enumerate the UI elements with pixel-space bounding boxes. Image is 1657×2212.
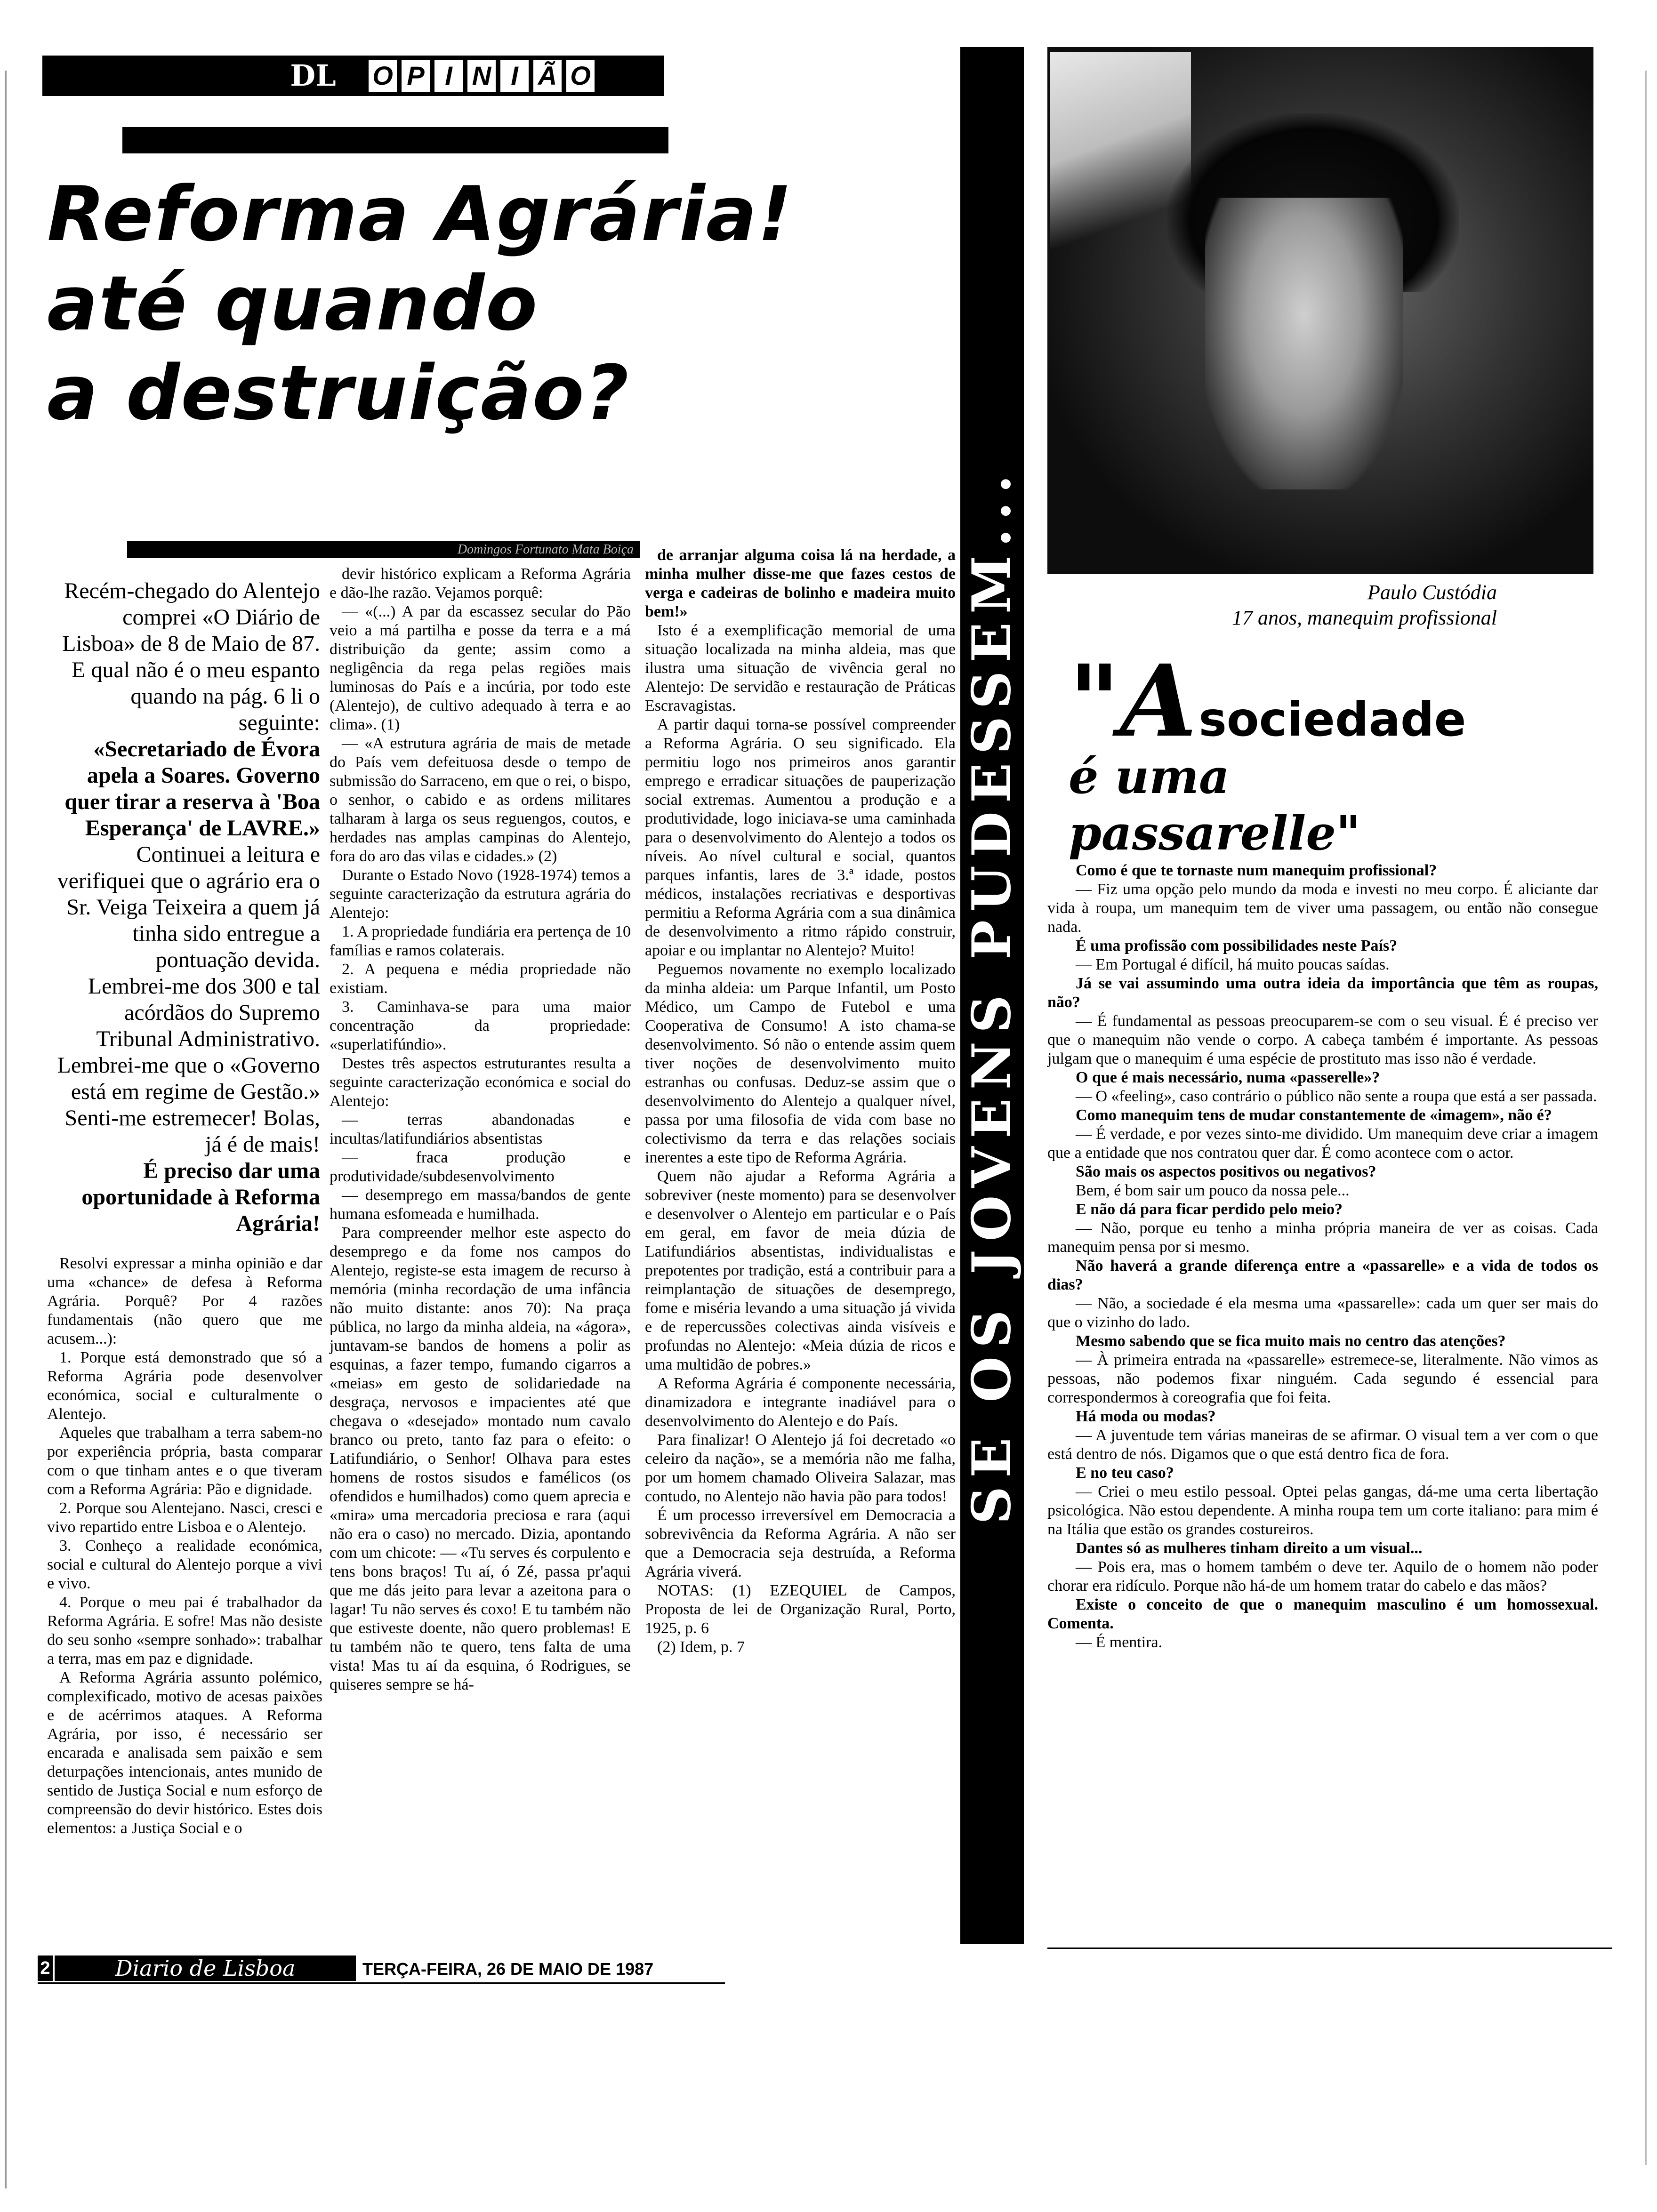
- intro-conclusion: É preciso dar uma oportunidade à Reforma Agrária!: [81, 1158, 320, 1236]
- paragraph: Durante o Estado Novo (1928-1974) temos a seguinte caracterização da estrutura agrária do Alentejo:: [330, 866, 631, 922]
- quote-initial: A: [1120, 643, 1197, 759]
- interview-answer: Bem, é bom sair um pouco da nossa pele...: [1076, 1182, 1350, 1199]
- interview-question: Há moda ou modas?: [1076, 1408, 1216, 1425]
- section-letter: O: [565, 58, 596, 93]
- paragraph: Quem não ajudar a Reforma Agrária a sobreviver (neste momento) para se desenvolver e desenvolver o Alentejo em particular e o País em geral, em favor de meia dúzia de Latifundiários absentistas, individualistas e prepotentes por tradição, está a contribuir para a reimplantação de situações de desemprego, fome e miséria levando a uma situação já vivida e de repercussões colectivas ainda visíveis e profundas no Alentejo: «Meia dúzia de ricos e uma multidão de pobres.»: [645, 1168, 956, 1373]
- page-number: 2: [38, 1956, 53, 1981]
- interview-answer: — Não, a sociedade é ela mesma uma «passarelle»: cada um quer ser mais do que o vizinho do lado.: [1047, 1295, 1598, 1331]
- interview-answer: — A juventude tem várias maneiras de se afirmar. O visual tem a ver com o que está dentro de nós. Digamos que o que está dentro fica de fora.: [1047, 1427, 1598, 1463]
- interview-answer: — É verdade, e por vezes sinto-me dividido. Um manequim deve criar a imagem que a entidade que nos contratou quer dar. É como acontece com o actor.: [1047, 1125, 1598, 1162]
- paragraph: A Reforma Agrária assunto polémico, complexificado, motivo de acesas paixões e de acérrimos ataques. A Reforma Agrária, por isso, é necessário ser encarada e analisada sem paixão e sem deturpações intencionais, antes munido de sentido de Justiça Social e num esforço de compreensão do devir histórico. Estes dois elementos: a Justiça Social e o: [47, 1669, 322, 1837]
- photo-caption: [1083, 580, 1497, 631]
- paragraph: Aqueles que trabalham a terra sabem-no por experiência própria, basta comparar com o que tinham antes e o que tiveram com a Reforma Agrária: Pão e dignidade.: [47, 1424, 322, 1498]
- paragraph: Isto é a exemplificação memorial de uma situação localizada na minha aldeia, mas que ilustra uma situação de vivência geral no Alentejo: De servidão e restauração de Práticas Escravagistas.: [645, 622, 956, 714]
- article-intro: [47, 578, 320, 1237]
- byline: Domingos Fortunato Mata Boiça: [127, 541, 640, 558]
- paragraph: 1. Porque está demonstrado que só a Reforma Agrária pode desenvolver económica, social e culturalmente o Alentejo.: [47, 1349, 322, 1423]
- section-letter: O: [367, 58, 398, 93]
- intro-paragraph: Continuei a leitura e verifiquei que o agrário era o Sr. Veiga Teixeira a quem já tinha sido entregue a pontuação devida.: [57, 842, 320, 972]
- interview-answer: — O «feeling», caso contrário o público não sente a roupa que está a ser passada.: [1076, 1088, 1597, 1105]
- footer-paper-name: Diario de Lisboa: [55, 1956, 356, 1981]
- article-headline: [47, 169, 941, 438]
- caption-description: 17 anos, manequim profissional: [1231, 606, 1497, 629]
- section-letter: P: [400, 58, 431, 93]
- notes: (2) Idem, p. 7: [657, 1638, 745, 1656]
- interview-answer: — É mentira.: [1076, 1634, 1163, 1651]
- interview-question: Dantes só as mulheres tinham direito a um visual...: [1076, 1539, 1423, 1557]
- interview-question: Como manequim tens de mudar constantemente de «imagem», não é?: [1076, 1106, 1552, 1124]
- paragraph: — «(...) A par da escassez secular do Pão veio a má partilha e posse da terra e a má distribuição da gente; assim como a negligência da rega pelas regiões mais luminosas do País e a incúria, por todo este (Alentejo), de cultivo adequado à terra e ao clima». (1): [330, 603, 631, 733]
- section-letter: I: [499, 58, 530, 93]
- paragraph: — desemprego em massa/bandos de gente humana esfomeada e humilhada.: [330, 1186, 631, 1223]
- paragraph: Para compreender melhor este aspecto do desemprego e da fome nos campos do Alentejo, registe-se esta imagem de recurso à memória (minha recordação de uma infância não muito distante: anos 70): Na praça pública, no largo da minha aldeia, na «ágora», juntavam-se bandos de homens a polir as esquinas, a fazer tempo, fumando cigarros a «meias» em gesto de solidariedade na desgraça, nervosos e impacientes até que chegava o «desejado» montado num cavalo branco ou preto, tanto faz para o efeito: o Latifundiário, o Senhor! Olhava para estes homens de rostos sisudos e famélicos (os ofendidos e humilhados) como quem aprecia e «mira» uma mercadoria preciosa e rara (aqui não era o caso) no mercado. Dizia, apontando com um chicote: — «Tu serves és corpulento e tens bons braços! Tu aí, ó Zé, passa pr'aqui que me dás jeito para levar a azeitona para o lagar! Tu não serves és coxo! E tu também não que estiveste doente, não quero problemas! E tu também não te quero, tens falta de uma vista! Mas tu aí da esquina, ó Rodrigues, se quiseres sempre se há-: [330, 1224, 631, 1693]
- interview-question: Não haverá a grande diferença entre a «passarelle» e a vida de todos os dias?: [1047, 1257, 1598, 1293]
- interview-answer: — Não, porque eu tenho a minha própria maneira de ver as coisas. Cada manequim pensa por si mesmo.: [1047, 1219, 1598, 1256]
- scan-edge-right: [1645, 71, 1647, 2165]
- interview-answer: — Em Portugal é difícil, há muito poucas saídas.: [1076, 956, 1390, 973]
- headline-line: até quando: [47, 259, 539, 347]
- article-column-2: [330, 565, 631, 1694]
- interview-question: Já se vai assumindo uma outra ideia da importância que têm as roupas, não?: [1047, 975, 1598, 1011]
- interview-answer: — Criei o meu estilo pessoal. Optei pelas gangas, dá-me uma certa libertação psicológica. Não estou dependente. A minha roupa tem um corte italiano: para mim é na Itália que estão os grandes costureiros.: [1047, 1483, 1598, 1538]
- paragraph: Destes três aspectos estruturantes resulta a seguinte caracterização económica e social do Alentejo:: [330, 1055, 631, 1110]
- article-column-3: [645, 546, 956, 1657]
- section-letter: N: [466, 58, 497, 93]
- interview-question: E não dá para ficar perdido pelo meio?: [1076, 1201, 1343, 1218]
- footer-date: TERÇA-FEIRA, 26 DE MAIO DE 1987: [362, 1959, 654, 1979]
- pull-quote: [1069, 643, 1610, 861]
- paragraph: A Reforma Agrária é componente necessária, dinamizadora e integrante inadiável para o desenvolvimento do Alentejo e do País.: [645, 1375, 956, 1430]
- headline-line: a destruição?: [47, 349, 630, 437]
- headline-line: Reforma Agrária!: [47, 170, 793, 258]
- paragraph: A partir daqui torna-se possível compreender a Reforma Agrária. O seu significado. Ela permitiu logo nos primeiros anos garantir emprego e erradicar situações de pauperização social extremas. Aumentou a produção e a produtividade, logo iniciava-se uma caminhada para o desenvolvimento do Alentejo a todos os níveis. Ao nível cultural e social, quantos parques infantis, lares de 3.ª idade, postos médicos, instalações recriativas e desportivas permitiu a Reforma Agrária com a sua dinâmica de desenvolvimento a ritmo rápido construir, apoiar e ou implantar no Alentejo? Muito!: [645, 716, 956, 959]
- interview-question: É uma profissão com possibilidades neste País?: [1076, 937, 1398, 954]
- intro-paragraph: Senti-me estremecer! Bolas, já é de mais!: [64, 1106, 320, 1157]
- paragraph: É um processo irreversível em Democracia a sobrevivência da Reforma Agrária. A não ser que a Democracia seja destruída, a Reforma Agrária viverá.: [645, 1507, 956, 1580]
- paragraph: Peguemos novamente no exemplo localizado da minha aldeia: um Parque Infantil, um Posto Médico, um Campo de Futebol e uma Cooperativa de Consumo! A isto chama-se desenvolvimento. Só não o entende assim quem tiver noções de desenvolvimento muito estranhas ou confusas. Deduz-se assim que o desenvolvimento do Alentejo a qualquer nível, passa por uma filosofia de vida com base no colectivismo da terra e das relações sociais inerentes a este tipo de Reforma Agrária.: [645, 961, 956, 1166]
- paragraph: 2. A pequena e média propriedade não existiam.: [330, 961, 631, 997]
- paragraph: de arranjar alguma coisa lá na herdade, a minha mulher disse-me que fazes cestos de verga e cadeiras de bolinho e madeira muito bem!»: [645, 546, 956, 620]
- quote-line-2: é uma: [1069, 749, 1230, 804]
- notes: NOTAS: (1) EZEQUIEL de Campos, Proposta de lei de Organização Rural, Porto, 1925, p. 6: [645, 1582, 956, 1637]
- article-column-1: [47, 1254, 322, 1838]
- interview-question: O que é mais necessário, numa «passerelle»?: [1076, 1069, 1380, 1086]
- intro-paragraph: Lembrei-me que o «Governo está em regime de Gestão.»: [57, 1053, 320, 1104]
- section-letter: Ã: [532, 58, 563, 93]
- interview-answer: — Fiz uma opção pelo mundo da moda e investi no meu corpo. É aliciante dar vida à roupa, um manequim tem de viver uma passagem, ou então não consegue nada.: [1047, 881, 1598, 936]
- interview: [1047, 861, 1598, 1652]
- caption-name: Paulo Custódia: [1367, 581, 1497, 604]
- interview-answer: — É fundamental as pessoas preocuparem-se com o seu visual. É é preciso ver que o manequim não vende o corpo. A cabeça também é importante. As pessoas julgam que o manequim é uma espécie de prostituto mas isso não é verdade.: [1047, 1012, 1598, 1067]
- paragraph: 4. Porque o meu pai é trabalhador da Reforma Agrária. E sofre! Mas não desiste do seu sonho «sempre sonhado»: trabalhar a terra, mas em paz e dignidade.: [47, 1594, 322, 1667]
- paragraph: 3. Caminhava-se para uma maior concentração da propriedade: «superlatifúndio».: [330, 998, 631, 1053]
- column-rule: [1047, 1948, 1612, 1949]
- paragraph: 2. Porque sou Alentejano. Nasci, cresci e vivo repartido entre Lisboa e o Alentejo.: [47, 1499, 322, 1536]
- interview-question: Mesmo sabendo que se fica muito mais no centro das atenções?: [1076, 1332, 1506, 1350]
- interview-question: São mais os aspectos positivos ou negativos?: [1076, 1163, 1376, 1180]
- interview-answer: — Pois era, mas o homem também o deve ter. Aquilo de o homem não poder chorar era ridículo. Porque não há-de um homem tratar do cabelo e das mãos?: [1047, 1558, 1598, 1595]
- title-rule: [122, 127, 668, 153]
- photo-face: [1205, 198, 1403, 489]
- quote-word: sociedade: [1199, 692, 1466, 747]
- vertical-banner-text: SE OS JOVENS PUDESSEM...: [961, 466, 1023, 1524]
- interview-question: Existe o conceito de que o manequim masculino é um homossexual. Comenta.: [1047, 1596, 1598, 1632]
- footer-rule: [38, 1982, 725, 1984]
- interview-question: Como é que te tornaste num manequim profissional?: [1076, 862, 1437, 879]
- quote-open-mark: ": [1069, 643, 1120, 759]
- interview-answer: — À primeira entrada na «passarelle» estremece-se, literalmente. Não vimos as pessoas, não podemos fixar ninguém. Cada segundo é essencial para correspondermos à coreografia que foi feita.: [1047, 1351, 1598, 1406]
- quote-line-1: [1069, 643, 1610, 759]
- paragraph: — «A estrutura agrária de mais de metade do País vem defeituosa desde o tempo de submissão do Sarraceno, em que o rei, o bispo, o senhor, o cabido e as ordens militares talharam à larga os seus reguengos, coutos, e herdades nas amplas campinas do Alentejo, fora do aro das vilas e cidades.» (2): [330, 735, 631, 865]
- paragraph: 1. A propriedade fundiária era pertença de 10 famílias e ramos colaterais.: [330, 923, 631, 959]
- paragraph: Para finalizar! O Alentejo já foi decretado «o celeiro da nação», se a memória não me falha, por um homem chamado Oliveira Salazar, mas contudo, no Alentejo não havia pão para todos!: [645, 1431, 956, 1505]
- paragraph: — fraca produção e produtividade/subdesenvolvimento: [330, 1149, 631, 1185]
- intro-paragraph: Recém-chegado do Alentejo comprei «O Diário de Lisboa» de 8 de Maio de 87. E qual não é o meu espanto quando na pág. 6 li o seguinte:: [62, 578, 320, 735]
- section-name: [367, 58, 598, 93]
- interview-question: E no teu caso?: [1076, 1464, 1174, 1482]
- paragraph: 3. Conheço a realidade económica, social e cultural do Alentejo porque a vivi e vivo.: [47, 1537, 322, 1592]
- intro-paragraph: Lembrei-me dos 300 e tal acórdãos do Supremo Tribunal Administrativo.: [88, 974, 320, 1051]
- scan-edge-left: [5, 71, 7, 2188]
- section-letter: I: [433, 58, 464, 93]
- intro-quote: «Secretariado de Évora apela a Soares. Governo quer tirar a reserva à 'Boa Esperança' de LAVRE.»: [64, 737, 320, 841]
- paragraph: devir histórico explicam a Reforma Agrária e dão-lhe razão. Vejamos porquê:: [330, 565, 631, 601]
- paragraph: Resolvi expressar a minha opinião e dar uma «chance» de defesa à Reforma Agrária. Porquê? Por 4 razões fundamentais (não quero que me acusem...):: [47, 1255, 322, 1347]
- quote-line-3: passarelle": [1069, 805, 1361, 861]
- paragraph: — terras abandonadas e incultas/latifundiários absentistas: [330, 1111, 631, 1147]
- paper-logo: DL: [278, 57, 348, 94]
